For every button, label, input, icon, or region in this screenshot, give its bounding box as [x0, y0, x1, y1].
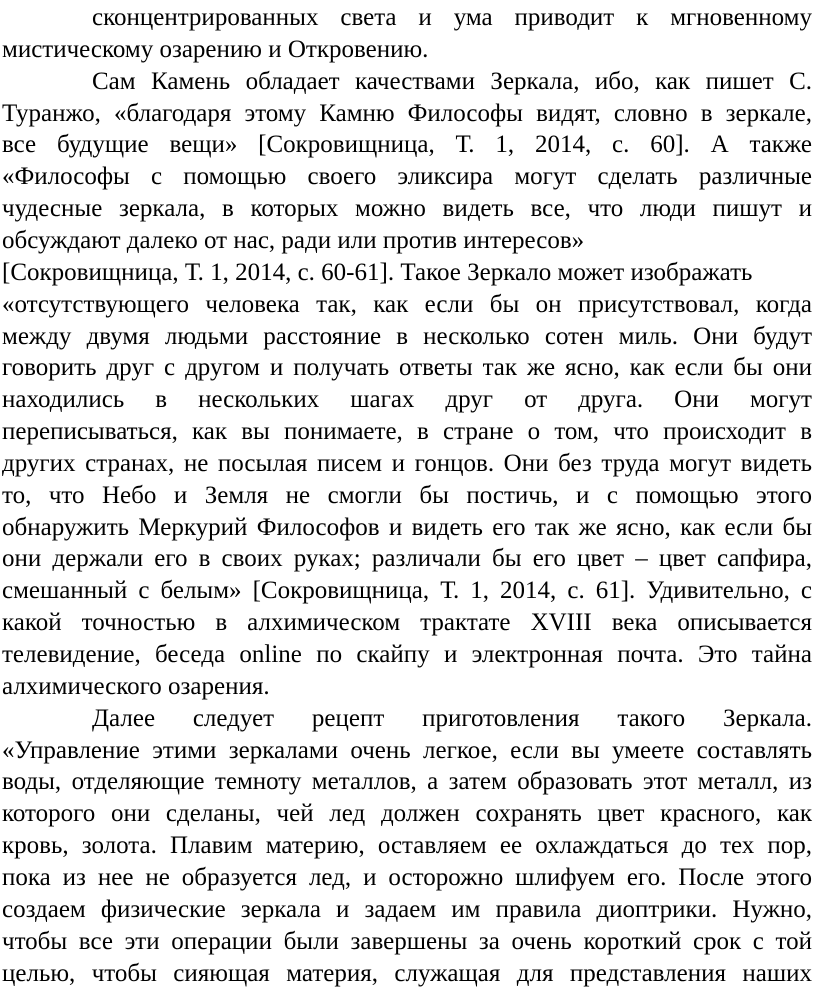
text-line: Туранжо, «благодаря этому Камню Философы видят, словно в зеркале, [2, 99, 812, 127]
text-line: «Управление этими зеркалами очень легкое, если вы умеете составлять [2, 736, 812, 764]
text-line: они держали его в своих руках; различали бы его цвет – цвет сапфира, [2, 545, 812, 573]
text-line: чудесные зеркала, в которых можно видеть все, что люди пишут и [2, 195, 812, 223]
text-line: «Философы с помощью своего эликсира могут сделать различные [2, 163, 812, 191]
text-line: пока из нее не образуется лед, и осторожно шлифуем его. После этого [2, 863, 812, 891]
text-line: обсуждают далеко от нас, ради или против интересов» [2, 226, 585, 254]
text-line: алхимического озарения. [2, 672, 270, 700]
text-line: целью, чтобы сияющая материя, служащая для представления наших [2, 959, 812, 987]
text-line: которого они сделаны, чей лед должен сохранять цвет красного, как [2, 800, 812, 828]
text-line: между двумя людьми расстояние в несколько сотен миль. Они будут [2, 322, 812, 350]
text-line: телевидение, беседа online по скайпу и электронная почта. Это тайна [2, 641, 812, 668]
text-line: все будущие вещи» [Сокровищница, Т. 1, 2014, с. 60]. А также [2, 131, 812, 159]
text-line: говорить друг с другом и получать ответы так же ясно, как если бы они [2, 354, 812, 382]
text-line: переписываться, как вы понимаете, в стране о том, что происходит в [2, 418, 812, 446]
text-line: мистическому озарению и Откровению. [2, 35, 429, 63]
text-line: «отсутствующего человека так, как если бы он присутствовал, когда [2, 290, 812, 318]
text-line: находились в нескольких шагах друг от друга. Они могут [2, 386, 812, 414]
text-line: какой точностью в алхимическом трактате XVIII века описывается [2, 609, 812, 637]
text-line: то, что Небо и Земля не смогли бы постичь, и с помощью этого [2, 481, 812, 509]
text-line: [Сокровищница, Т. 1, 2014, с. 60-61]. Такое Зеркало может изображать [2, 258, 753, 286]
text-line: кровь, золота. Плавим материю, оставляем ее охлаждаться до тех пор, [2, 832, 812, 860]
text-line: Далее следует рецепт приготовления такого Зеркала. [92, 704, 812, 732]
text-line: чтобы все эти операции были завершены за очень короткий срок с той [2, 927, 812, 955]
text-line: сконцентрированных света и ума приводит к мгновенному [92, 4, 812, 31]
text-line: Сам Камень обладает качествами Зеркала, ибо, как пишет С. [92, 67, 812, 95]
text-line: обнаружить Меркурий Философов и видеть его так же ясно, как если бы [2, 513, 812, 541]
text-line: других странах, не посылая писем и гонцов. Они без труда могут видеть [2, 449, 812, 477]
text-line: создаем физические зеркала и задаем им правила диоптрики. Нужно, [2, 895, 812, 923]
text-line: смешанный с белым» [Сокровищница, Т. 1, 2014, с. 61]. Удивительно, с [2, 577, 812, 605]
text-line: воды, отделяющие темноту металлов, а затем образовать этот металл, из [2, 768, 812, 796]
